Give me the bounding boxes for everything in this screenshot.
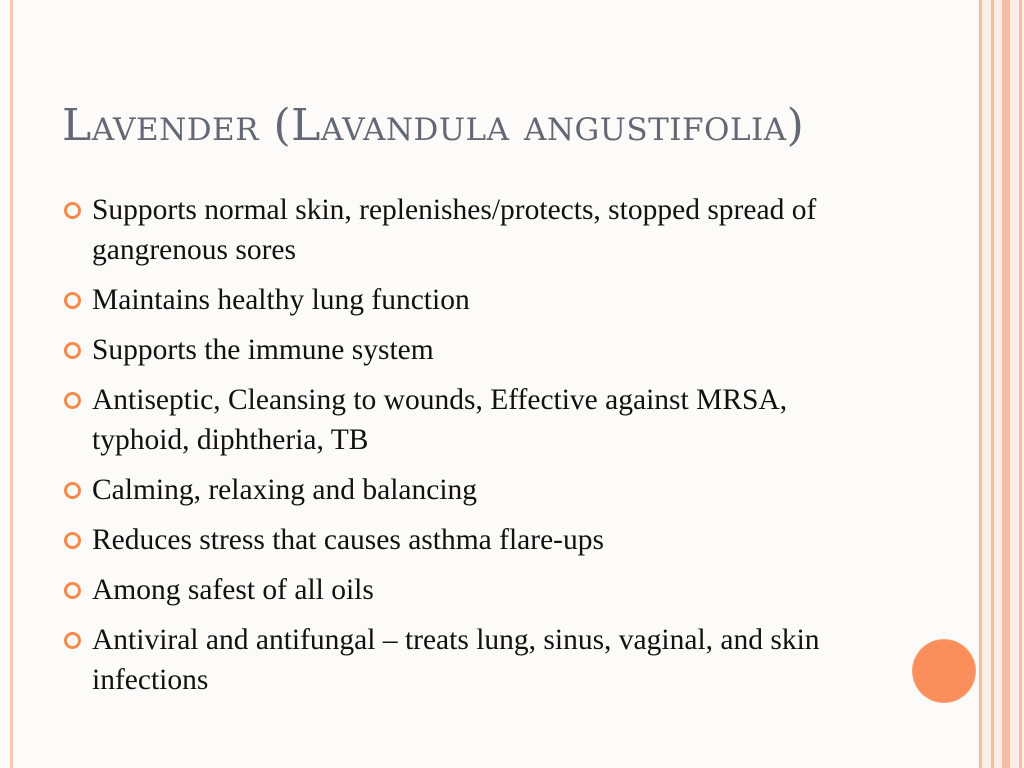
bullet-item bbox=[64, 380, 824, 460]
ring-bullet-icon bbox=[64, 632, 81, 649]
bullet-text: Supports the immune system bbox=[92, 334, 434, 366]
bullet-text: Antiviral and antifungal – treats lung, sinus, vaginal, and skin infections bbox=[92, 624, 820, 696]
ring-bullet-icon bbox=[64, 532, 81, 549]
bullet-text: Antiseptic, Cleansing to wounds, Effective against MRSA, typhoid, diphtheria, TB bbox=[92, 384, 788, 456]
bullet-text: Maintains healthy lung function bbox=[92, 284, 470, 316]
ring-bullet-icon bbox=[64, 342, 81, 359]
left-border-line bbox=[10, 0, 13, 768]
right-decorative-frame bbox=[978, 0, 1024, 768]
bullet-item bbox=[64, 190, 824, 270]
ring-bullet-icon bbox=[64, 292, 81, 309]
right-stripe bbox=[991, 0, 994, 768]
right-stripe bbox=[1019, 0, 1022, 768]
bullet-item bbox=[64, 280, 824, 320]
bullet-text: Reduces stress that causes asthma flare-ups bbox=[92, 524, 604, 556]
bullet-list bbox=[64, 190, 824, 710]
ring-bullet-icon bbox=[64, 392, 81, 409]
bullet-item bbox=[64, 330, 824, 370]
bullet-text: Supports normal skin, replenishes/protects, stopped spread of gangrenous sores bbox=[92, 194, 817, 266]
bullet-item bbox=[64, 620, 824, 700]
bullet-item bbox=[64, 570, 824, 610]
right-stripe bbox=[979, 0, 982, 768]
ring-bullet-icon bbox=[64, 582, 81, 599]
bullet-item bbox=[64, 470, 824, 510]
bullet-text: Among safest of all oils bbox=[92, 574, 374, 606]
bullet-text: Calming, relaxing and balancing bbox=[92, 474, 478, 506]
ring-bullet-icon bbox=[64, 202, 81, 219]
bullet-item bbox=[64, 520, 824, 560]
slide-title: Lavender (Lavandula angustifolia) bbox=[62, 100, 805, 151]
right-stripe bbox=[1002, 0, 1010, 768]
ring-bullet-icon bbox=[64, 482, 81, 499]
decorative-circle-icon bbox=[913, 640, 975, 702]
